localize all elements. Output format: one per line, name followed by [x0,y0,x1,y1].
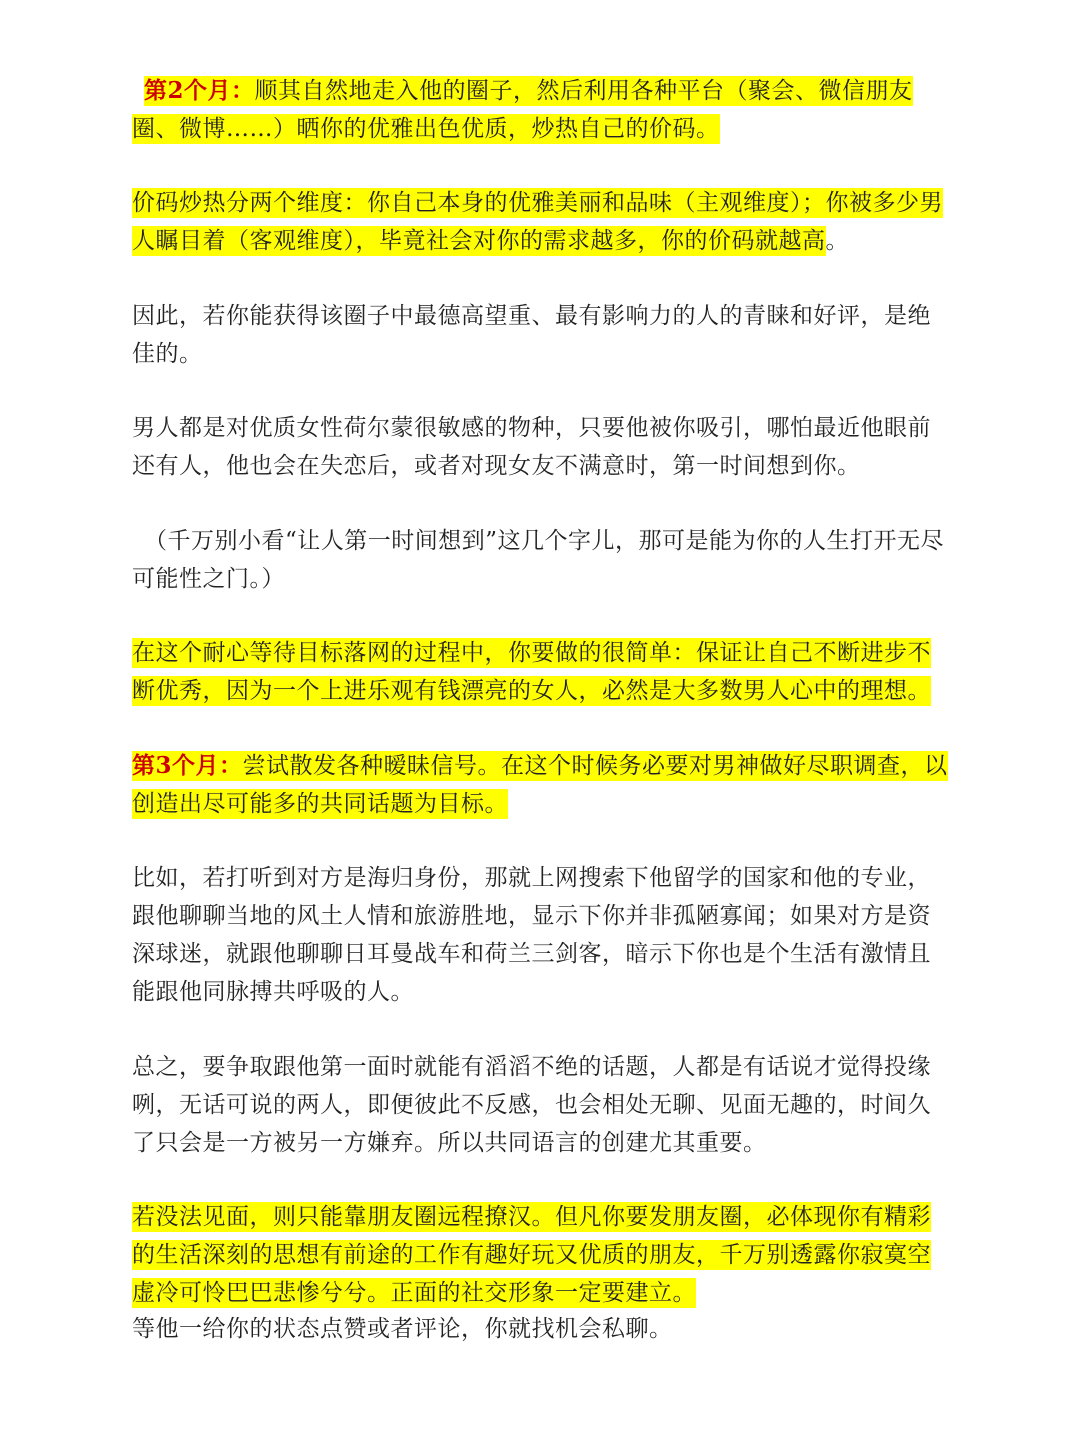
paragraph-men-sensitivity: 男人都是对优质女性荷尔蒙很敏感的物种，只要他被你吸引，哪怕最近他眼前还有人，他也会在失恋后，或者对现女友不满意时，第一时间想到你。 [132,415,931,479]
paragraph-waiting-process [132,634,952,710]
paragraph-month-2 [132,72,952,148]
paragraph-common-language: 总之，要争取跟他第一面时就能有滔滔不绝的话题，人都是有话说才觉得投缘咧，无话可说的两人，即便彼此不反感，也会相处无聊、见面无趣的，时间久了只会是一方被另一方嫌弃。所以共同语言的创建尤其重要。 [132,1054,931,1156]
month-3-text: 尝试散发各种暧昧信号。在这个时候务必要对男神做好尽职调查，以创造出尽可能多的共同话题为目标。 [132,753,948,817]
paragraph-aside-note: （千万别小看“让人第一时间想到”这几个字儿，那可是能为你的人生打开无尽可能性之门。） [132,528,945,592]
paragraph-moments-strategy [132,1198,952,1312]
paragraph-month-3 [132,747,952,823]
month-3-label: 第3个月 [132,752,220,779]
highlighted-text: 价码炒热分两个维度：你自己本身的优雅美丽和品味（主观维度）；你被多少男人瞩目着（客观维度），毕竟社会对你的需求越多，你的价码就越高 [132,190,943,254]
paragraph-example-topics: 比如，若打听到对方是海归身份，那就上网搜索下他留学的国家和他的专业，跟他聊聊当地的风土人情和旅游胜地，显示下你并非孤陋寡闻；如果对方是资深球迷，就跟他聊聊日耳曼战车和荷兰三剑客，暗示下你也是个生活有激情且能跟他同脉搏共呼吸的人。 [132,865,931,1005]
month-2-text: 顺其自然地走入他的圈子，然后利用各种平台（聚会、微信朋友圈、微博……）晒你的优雅出色优质，炒热自己的价码。 [132,78,913,142]
highlighted-text: 在这个耐心等待目标落网的过程中，你要做的很简单：保证让自己不断进步不断优秀，因为一个上进乐观有钱漂亮的女人，必然是大多数男人心中的理想。 [132,640,931,704]
highlighted-text: 第2个月：顺其自然地走入他的圈子，然后利用各种平台（聚会、微信朋友圈、微博……）晒你的优雅出色优质，炒热自己的价码。 [132,77,913,142]
month-2-label: 第2个月 [144,77,232,104]
paragraph-price-dimensions: 价码炒热分两个维度：你自己本身的优雅美丽和品味（主观维度）；你被多少男人瞩目着（客观维度），毕竟社会对你的需求越多，你的价码就越高。 [132,190,943,254]
highlighted-text: 若没法见面，则只能靠朋友圈远程撩汉。但凡你要发朋友圈，必体现你有精彩的生活深刻的思想有前途的工作有趣好玩又优质的朋友，千万别透露你寂寞空虚冷可怜巴巴悲惨兮兮。正面的社交形象一定要建立。 [132,1204,931,1306]
paragraph-private-chat: 等他一给你的状态点赞或者评论，你就找机会私聊。 [132,1316,673,1342]
highlighted-text: 第3个月：尝试散发各种暧昧信号。在这个时候务必要对男神做好尽职调查，以创造出尽可能多的共同话题为目标。 [132,752,948,817]
paragraph-circle-approval: 因此，若你能获得该圈子中最德高望重、最有影响力的人的青睐和好评，是绝佳的。 [132,303,931,367]
